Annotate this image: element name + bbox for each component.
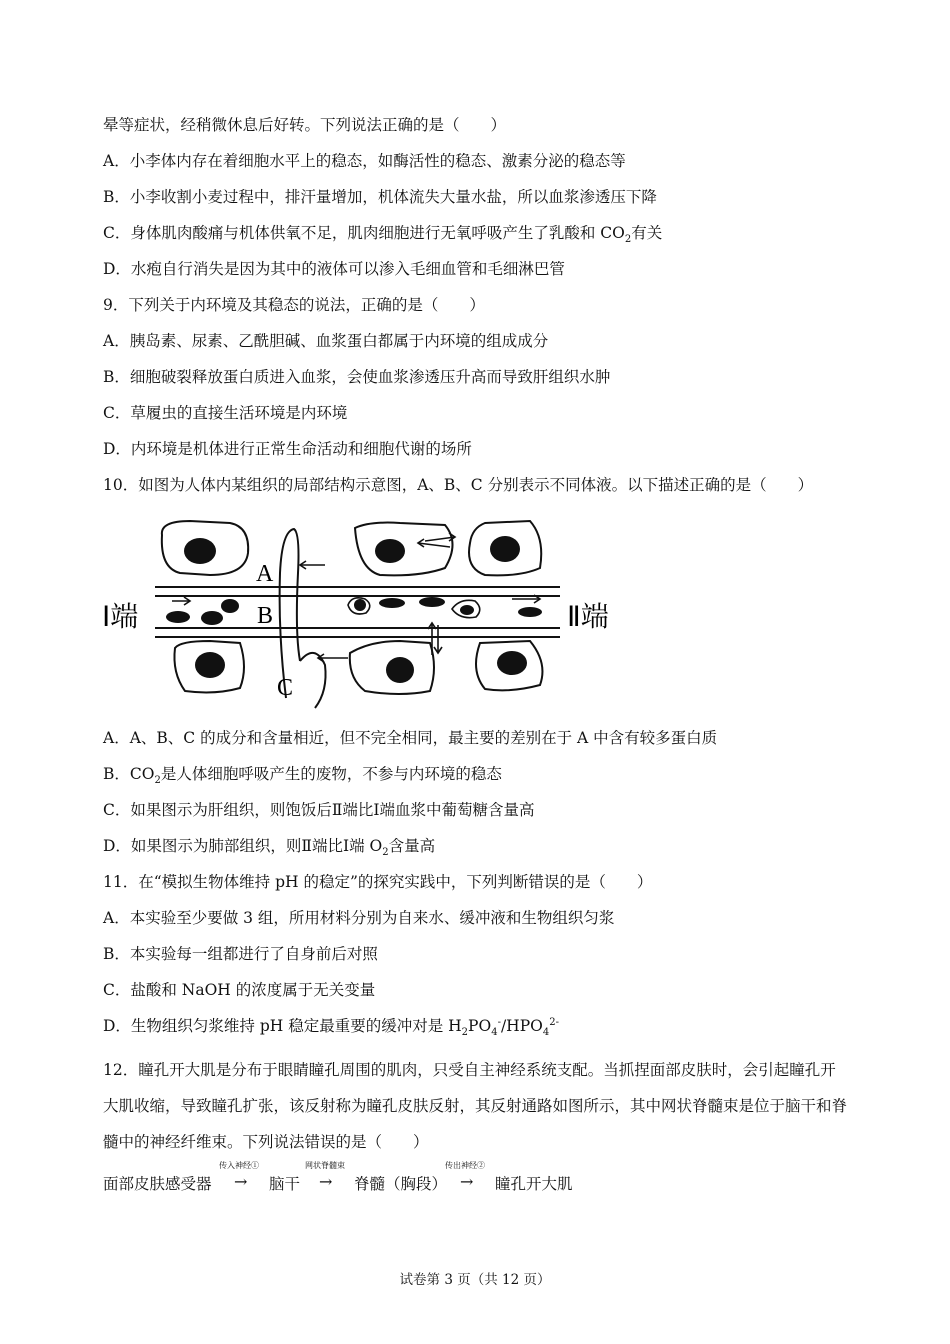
q9-option-a: A．胰岛素、尿素、乙酰胆碱、血浆蛋白都属于内环境的组成成分 bbox=[103, 332, 549, 350]
q10-stem: 10．如图为人体内某组织的局部结构示意图，A、B、C 分别表示不同体液。以下描述正确的是（ ） bbox=[103, 476, 814, 494]
q8-option-c: C．身体肌肉酸痛与机体供氧不足，肌肉细胞进行无氧呼吸产生了乳酸和 $CO_2$有关 bbox=[103, 224, 663, 246]
label-b: B bbox=[257, 603, 274, 629]
q9-option-d: D．内环境是机体进行正常生命活动和细胞代谢的场所 bbox=[103, 440, 472, 458]
flow-arrow-3: → bbox=[460, 1172, 474, 1191]
q10-option-b: B．$CO_2$是人体细胞呼吸产生的废物，不参与内环境的稳态 bbox=[103, 765, 502, 787]
page-footer: 试卷第 3 页（共 12 页） bbox=[399, 1272, 551, 1288]
q10-option-c: C．如果图示为肝组织，则饱饭后Ⅱ端比Ⅰ端血浆中葡萄糖含量高 bbox=[103, 801, 535, 819]
flow-node-dilator-muscle: 瞳孔开大肌 bbox=[495, 1175, 573, 1193]
q10-option-a: A．A、B、C 的成分和含量相近，但不完全相同，最主要的差别在于 A 中含有较多蛋白质 bbox=[103, 729, 718, 747]
label-a: A bbox=[256, 561, 274, 587]
q8-option-b: B．小李收割小麦过程中，排汗量增加，机体流失大量水盐，所以血浆渗透压下降 bbox=[103, 188, 657, 206]
q11-option-a: A．本实验至少要做 3 组，所用材料分别为自来水、缓冲液和生物组织匀浆 bbox=[103, 909, 615, 927]
flow-tag-reticulospinal: 网状脊髓束 bbox=[305, 1161, 345, 1170]
flow-arrow-2: → bbox=[319, 1172, 333, 1191]
flow-tag-efferent: 传出神经② bbox=[445, 1161, 485, 1170]
q11-option-d: D．生物组织匀浆维持 pH 稳定最重要的缓冲对是 $H_2PO_4^-/HPO_4^{2-}$ bbox=[103, 1016, 559, 1039]
reflex-pathway bbox=[103, 1160, 623, 1200]
flow-node-brainstem: 脑干 bbox=[269, 1175, 301, 1193]
blood-cell-outlines bbox=[348, 598, 480, 618]
label-c: C bbox=[277, 675, 294, 701]
q9-option-b: B．细胞破裂释放蛋白质进入血浆，会使血浆渗透压升高而导致肝组织水肿 bbox=[103, 368, 611, 386]
q12-stem: 12．瞳孔开大肌是分布于眼睛瞳孔周围的肌肉，只受自主神经系统支配。当抓捏面部皮肤时，会引起瞳孔开大肌收缩，导致瞳孔扩张，该反射称为瞳孔皮肤反射，其反射通路如图所示，其中网状脊髓束是位于脑干和脊髓中的神经纤维束。下列说法错误的是（ ） bbox=[103, 1061, 848, 1151]
flow-tag-afferent: 传入神经① bbox=[219, 1161, 259, 1170]
tissue-diagram bbox=[100, 513, 640, 713]
blood-cells bbox=[166, 597, 542, 625]
q8-option-a: A．小李体内存在着细胞水平上的稳态，如酶活性的稳态、激素分泌的稳态等 bbox=[103, 152, 626, 170]
q11-stem: 11．在“模拟生物体维持 pH 的稳定”的探究实践中，下列判断错误的是（ ） bbox=[103, 873, 653, 891]
q9-option-c: C．草履虫的直接生活环境是内环境 bbox=[103, 404, 348, 422]
q9-stem: 9．下列关于内环境及其稳态的说法，正确的是（ ） bbox=[103, 296, 485, 314]
flow-arrow-1: → bbox=[234, 1172, 248, 1191]
q8-option-d: D．水疱自行消失是因为其中的液体可以渗入毛细血管和毛细淋巴管 bbox=[103, 260, 565, 278]
end-label-left: Ⅰ端 bbox=[102, 602, 139, 633]
q11-option-c: C．盐酸和 NaOH 的浓度属于无关变量 bbox=[103, 981, 376, 999]
flow-node-receptor: 面部皮肤感受器 bbox=[103, 1175, 212, 1193]
q10-option-d: D．如果图示为肺部组织，则Ⅱ端比Ⅰ端 $O_2$含量高 bbox=[103, 837, 436, 859]
end-label-right: Ⅱ端 bbox=[567, 602, 609, 633]
line-q8-stem-end: 晕等症状，经稍微休息后好转。下列说法正确的是（ ） bbox=[103, 116, 507, 134]
q11-option-b: B．本实验每一组都进行了自身前后对照 bbox=[103, 945, 378, 963]
flow-node-spinal-cord: 脊髓（胸段） bbox=[354, 1175, 448, 1193]
